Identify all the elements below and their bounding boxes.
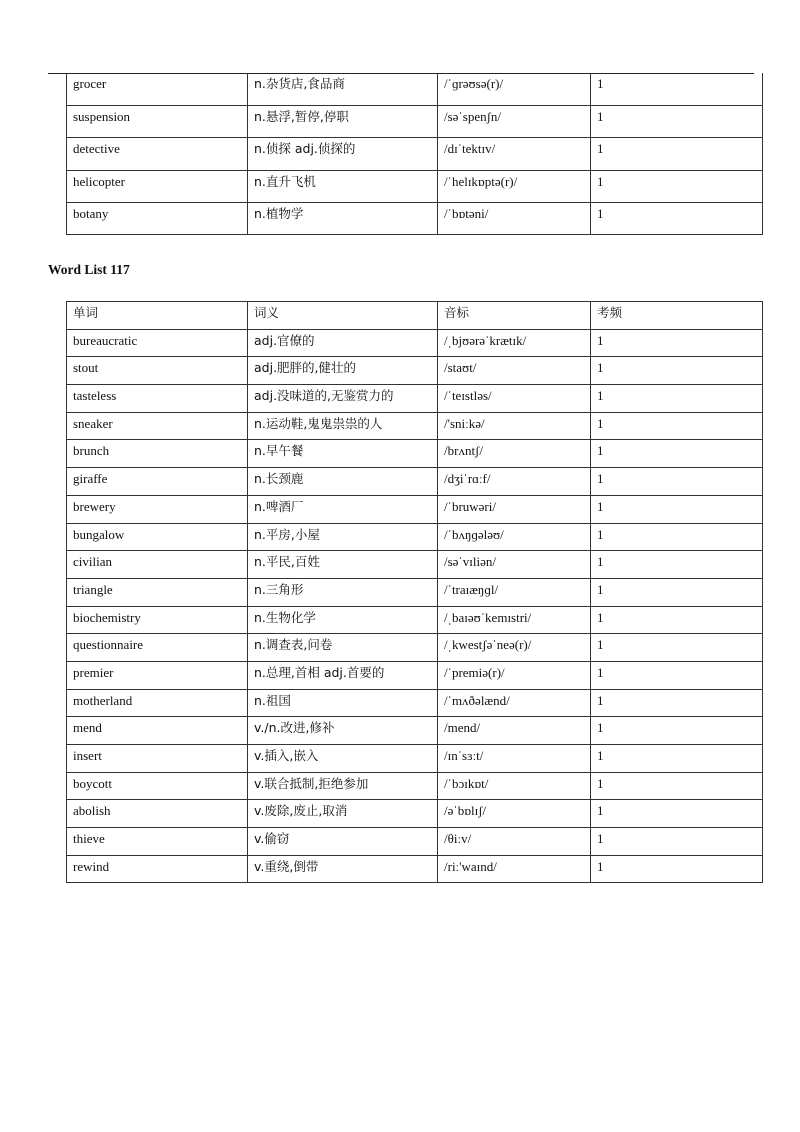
- table-row: [67, 73, 763, 105]
- cell-phonetic: /ˌbjʊərəˈkrætɪk/: [438, 329, 591, 357]
- cell-frequency: 1: [591, 385, 763, 413]
- cell-word: bungalow: [67, 523, 248, 551]
- cell-meaning: v.重绕,倒带: [248, 855, 438, 883]
- cell-phonetic: /brʌntʃ/: [438, 440, 591, 468]
- table-row: [67, 385, 763, 413]
- table-header-row: [67, 302, 763, 330]
- cell-phonetic: /θiːv/: [438, 828, 591, 856]
- cell-phonetic: /ˈtraɪæŋɡl/: [438, 578, 591, 606]
- cell-word: boycott: [67, 772, 248, 800]
- cell-phonetic: /ˈbɒtəni/: [438, 203, 591, 235]
- cell-frequency: 1: [591, 551, 763, 579]
- cell-meaning: n.直升飞机: [248, 170, 438, 202]
- cell-frequency: 1: [591, 606, 763, 634]
- header-frequency: 考频: [591, 302, 763, 330]
- table-row: [67, 523, 763, 551]
- cell-word: insert: [67, 745, 248, 773]
- cell-meaning: n.三角形: [248, 578, 438, 606]
- cell-frequency: 1: [591, 412, 763, 440]
- cell-word: helicopter: [67, 170, 248, 202]
- cell-meaning: n.啤酒厂: [248, 495, 438, 523]
- cell-phonetic: /ˈmʌðəlænd/: [438, 689, 591, 717]
- cell-phonetic: /ˌkwestʃəˈneə(r)/: [438, 634, 591, 662]
- cell-meaning: n.平民,百姓: [248, 551, 438, 579]
- cell-word: brewery: [67, 495, 248, 523]
- cell-word: premier: [67, 661, 248, 689]
- cell-meaning: n.生物化学: [248, 606, 438, 634]
- cell-phonetic: /riː'waɪnd/: [438, 855, 591, 883]
- cell-phonetic: /ˈbruwəri/: [438, 495, 591, 523]
- table-row: [67, 138, 763, 170]
- table-row: [67, 105, 763, 137]
- header-phonetic: 音标: [438, 302, 591, 330]
- table-row: [67, 855, 763, 883]
- cell-frequency: 1: [591, 634, 763, 662]
- cell-word: rewind: [67, 855, 248, 883]
- cell-frequency: 1: [591, 329, 763, 357]
- table-row: [67, 357, 763, 385]
- cell-meaning: adj.肥胖的,健壮的: [248, 357, 438, 385]
- cell-word: tasteless: [67, 385, 248, 413]
- cell-meaning: v.联合抵制,拒绝参加: [248, 772, 438, 800]
- vocab-table-continued-body: [67, 73, 763, 235]
- cell-frequency: 1: [591, 745, 763, 773]
- cell-frequency: 1: [591, 661, 763, 689]
- table-row: [67, 689, 763, 717]
- cell-word: abolish: [67, 800, 248, 828]
- cell-word: biochemistry: [67, 606, 248, 634]
- cell-phonetic: /əˈbɒlɪʃ/: [438, 800, 591, 828]
- table-row: [67, 800, 763, 828]
- cell-frequency: 1: [591, 717, 763, 745]
- cell-word: stout: [67, 357, 248, 385]
- cell-word: sneaker: [67, 412, 248, 440]
- cell-word: motherland: [67, 689, 248, 717]
- cell-frequency: 1: [591, 800, 763, 828]
- table-row: [67, 606, 763, 634]
- cell-phonetic: /səˈspenʃn/: [438, 105, 591, 137]
- cell-phonetic: /ˈpremiə(r)/: [438, 661, 591, 689]
- cell-meaning: n.祖国: [248, 689, 438, 717]
- cell-word: brunch: [67, 440, 248, 468]
- cell-meaning: v.废除,废止,取消: [248, 800, 438, 828]
- cell-frequency: 1: [591, 105, 763, 137]
- cell-frequency: 1: [591, 73, 763, 105]
- cell-phonetic: /səˈvɪliən/: [438, 551, 591, 579]
- cell-meaning: n.早午餐: [248, 440, 438, 468]
- cell-phonetic: /staʊt/: [438, 357, 591, 385]
- cell-phonetic: /ɪnˈsɜːt/: [438, 745, 591, 773]
- cell-word: mend: [67, 717, 248, 745]
- table-row: [67, 717, 763, 745]
- cell-frequency: 1: [591, 772, 763, 800]
- cell-frequency: 1: [591, 138, 763, 170]
- cell-frequency: 1: [591, 170, 763, 202]
- table-row: [67, 440, 763, 468]
- table-row: [67, 203, 763, 235]
- cell-meaning: n.悬浮,暂停,停职: [248, 105, 438, 137]
- cell-meaning: n.调查表,问卷: [248, 634, 438, 662]
- cell-phonetic: /ˌbaɪəʊˈkemɪstri/: [438, 606, 591, 634]
- cell-word: detective: [67, 138, 248, 170]
- cell-meaning: n.植物学: [248, 203, 438, 235]
- cell-word: questionnaire: [67, 634, 248, 662]
- cell-frequency: 1: [591, 468, 763, 496]
- cell-meaning: n.侦探 adj.侦探的: [248, 138, 438, 170]
- table-row: [67, 578, 763, 606]
- cell-word: grocer: [67, 73, 248, 105]
- cell-word: giraffe: [67, 468, 248, 496]
- cell-meaning: adj.没味道的,无鉴赏力的: [248, 385, 438, 413]
- table-row: [67, 772, 763, 800]
- cell-phonetic: /dʒiˈrɑːf/: [438, 468, 591, 496]
- cell-frequency: 1: [591, 855, 763, 883]
- cell-frequency: 1: [591, 689, 763, 717]
- cell-meaning: n.长颈鹿: [248, 468, 438, 496]
- cell-word: suspension: [67, 105, 248, 137]
- cell-phonetic: /ˈbɔɪkɒt/: [438, 772, 591, 800]
- cell-phonetic: /'sniːkə/: [438, 412, 591, 440]
- table-row: [67, 495, 763, 523]
- cell-word: bureaucratic: [67, 329, 248, 357]
- header-word: 单词: [67, 302, 248, 330]
- section-title: Word List 117: [48, 262, 130, 277]
- vocab-table: [66, 301, 763, 883]
- cell-word: triangle: [67, 578, 248, 606]
- cell-frequency: 1: [591, 203, 763, 235]
- cell-meaning: adj.官僚的: [248, 329, 438, 357]
- cell-phonetic: /dɪˈtektɪv/: [438, 138, 591, 170]
- cell-word: thieve: [67, 828, 248, 856]
- table-row: [67, 329, 763, 357]
- cell-meaning: v./n.改进,修补: [248, 717, 438, 745]
- cell-meaning: n.平房,小屋: [248, 523, 438, 551]
- vocab-table-body: [67, 329, 763, 883]
- vocab-table-continued: [66, 73, 763, 235]
- table-row: [67, 745, 763, 773]
- table-row: [67, 551, 763, 579]
- cell-frequency: 1: [591, 523, 763, 551]
- cell-phonetic: /mend/: [438, 717, 591, 745]
- table-row: [67, 468, 763, 496]
- cell-word: civilian: [67, 551, 248, 579]
- cell-meaning: n.杂货店,食品商: [248, 73, 438, 105]
- cell-frequency: 1: [591, 495, 763, 523]
- table-row: [67, 412, 763, 440]
- cell-phonetic: /ˈteɪstləs/: [438, 385, 591, 413]
- cell-meaning: n.总理,首相 adj.首要的: [248, 661, 438, 689]
- header-meaning: 词义: [248, 302, 438, 330]
- cell-frequency: 1: [591, 828, 763, 856]
- table-row: [67, 170, 763, 202]
- cell-frequency: 1: [591, 578, 763, 606]
- cell-meaning: n.运动鞋,鬼鬼祟祟的人: [248, 412, 438, 440]
- cell-phonetic: /ˈɡrəʊsə(r)/: [438, 73, 591, 105]
- table-row: [67, 828, 763, 856]
- cell-phonetic: /ˈbʌŋɡələʊ/: [438, 523, 591, 551]
- cell-frequency: 1: [591, 357, 763, 385]
- cell-frequency: 1: [591, 440, 763, 468]
- table-row: [67, 661, 763, 689]
- cell-phonetic: /ˈhelɪkɒptə(r)/: [438, 170, 591, 202]
- cell-meaning: v.插入,嵌入: [248, 745, 438, 773]
- cell-meaning: v.偷窃: [248, 828, 438, 856]
- cell-word: botany: [67, 203, 248, 235]
- table-row: [67, 634, 763, 662]
